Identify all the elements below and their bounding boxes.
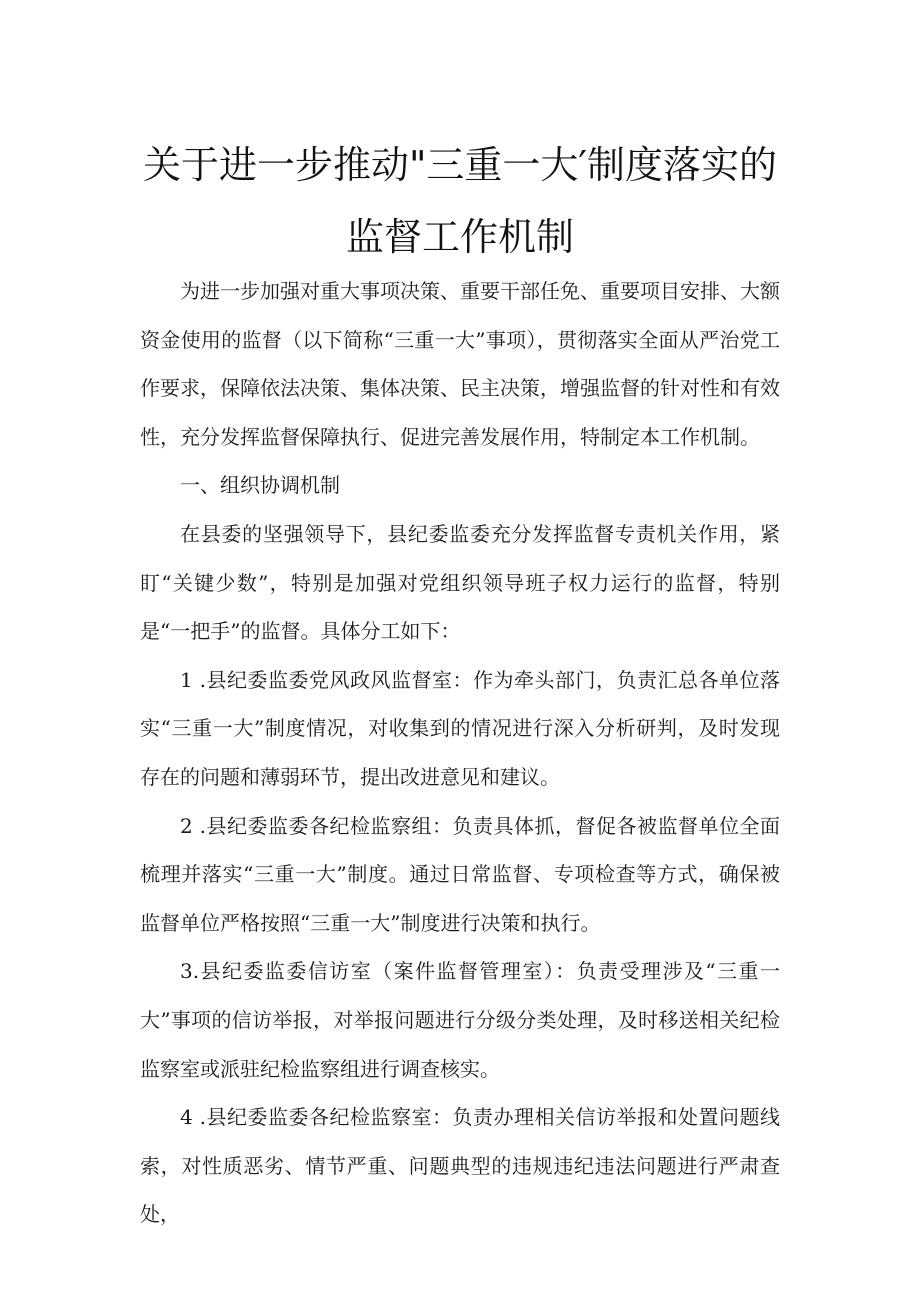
document-title-line1: 关于进一步推动"三重一大′制度落实的	[142, 143, 778, 187]
document-body	[140, 267, 780, 1239]
item-4-paragraph: 4 .县纪委监委各纪检监察室：负责办理相关信访举报和处置问题线索，对性质恶劣、情节严重、问题典型的违规违纪违法问题进行严肃查处，	[140, 1105, 780, 1227]
item-3-paragraph: 3.县纪委监委信访室（案件监督管理室）：负责受理涉及“三重一大”事项的信访举报，对举报问题进行分级分类处理，及时移送相关纪检监察室或派驻纪检监察组进行调查核实。	[140, 959, 780, 1081]
intro-paragraph: 为进一步加强对重大事项决策、重要干部任免、重要项目安排、大额资金使用的监督（以下简称“三重一大”事项），贯彻落实全面从严治党工作要求，保障依法决策、集体决策、民主决策，增强监督的针对性和有效性，充分发挥监督保障执行、促进完善发展作用，特制定本工作机制。	[140, 279, 780, 449]
item-2-paragraph: 2 .县纪委监委各纪检监察组：负责具体抓，督促各被监督单位全面梳理并落实“三重一大”制度。通过日常监督、专项检查等方式，确保被监督单位严格按照“三重一大”制度进行决策和执行。	[140, 813, 780, 935]
item-1-paragraph: 1 .县纪委监委党风政风监督室：作为牵头部门，负责汇总各单位落实“三重一大”制度情况，对收集到的情况进行深入分析研判，及时发现存在的问题和薄弱环节，提出改进意见和建议。	[140, 667, 780, 789]
document-title-line2: 监督工作机制	[345, 215, 574, 259]
leadership-paragraph: 在县委的坚强领导下，县纪委监委充分发挥监督专责机关作用，紧盯“关键少数”，特别是加强对党组织领导班子权力运行的监督，特别是“一把手”的监督。具体分工如下：	[140, 521, 780, 644]
section-heading-organization: 一、组织协调机制	[180, 473, 340, 498]
